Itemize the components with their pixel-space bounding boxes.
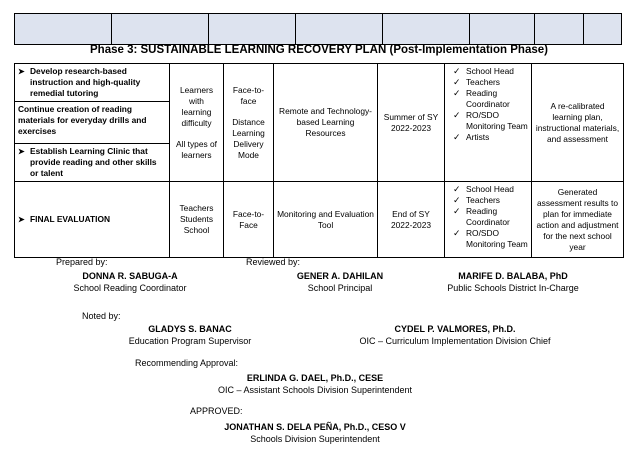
expected-output-cell: A re-calibrated learning plan, instructional materials, and assessment (532, 64, 624, 182)
checkmark-icon: ✓ (453, 88, 461, 98)
reviewer1-name: GENER A. DAHILAN (296, 271, 384, 281)
header-band-cell (535, 14, 584, 45)
checkmark-icon: ✓ (453, 195, 461, 205)
header-band-cell (470, 14, 535, 45)
list-item: ✓ School Head (453, 66, 514, 76)
header-band-cell (112, 14, 209, 45)
arrow-bullet-icon: ➤ (18, 67, 25, 76)
noted2-title: OIC – Curriculum Implementation Division Chief (359, 336, 551, 346)
list-item: ✓ School Head (453, 184, 514, 194)
time-frame-cell: Summer of SY 2022-2023 (378, 64, 445, 182)
list-item: ✓ RO/SDO Monitoring Team (453, 110, 528, 131)
modality-cell: Face-to-Face (224, 182, 274, 258)
checkmark-icon: ✓ (453, 66, 461, 76)
page-title: Phase 3: SUSTAINABLE LEARNING RECOVERY PLAN (Post-Implementation Phase) (90, 44, 548, 56)
checkmark-icon: ✓ (453, 206, 461, 216)
resources-cell: Remote and Technology-based Learning Resources (274, 64, 378, 182)
noted1-name: GLADYS S. BANAC (148, 324, 232, 334)
plan-table (14, 63, 624, 258)
recommending-name: ERLINDA G. DAEL, Ph.D., CESE (246, 373, 384, 383)
reviewer1-title: School Principal (307, 283, 373, 293)
time-frame-cell: End of SY 2022-2023 (378, 182, 445, 258)
modality-cell: Face-to-face Distance Learning Delivery Mode (224, 64, 274, 182)
responsible-cell (445, 64, 532, 182)
header-band-cell (383, 14, 470, 45)
header-band-cell (584, 14, 622, 45)
list-item: ✓ Teachers (453, 195, 500, 205)
target-cell: Learners with learning difficulty All types of learners (170, 64, 224, 182)
prepared-by-label: Prepared by: (56, 257, 108, 267)
expected-output-cell: Generated assessment results to plan for immediate action and adjustment for the next school year (532, 182, 624, 258)
checkmark-icon: ✓ (453, 110, 461, 120)
reviewed-by-label: Reviewed by: (246, 257, 301, 267)
recommending-approval-label: Recommending Approval: (135, 358, 239, 368)
checkmark-icon: ✓ (453, 184, 461, 194)
list-item: ✓ Artists (453, 132, 490, 142)
noted1-title: Education Program Supervisor (128, 336, 252, 346)
checkmark-icon: ✓ (453, 228, 461, 238)
list-item: ✓ Teachers (453, 77, 500, 87)
reviewer2-name: MARIFE D. BALABA, PhD (458, 271, 568, 281)
recommending-title: OIC – Assistant Schools Division Superintendent (217, 385, 413, 395)
arrow-bullet-icon: ➤ (18, 215, 25, 224)
preparer-title: School Reading Coordinator (73, 283, 187, 293)
activity-cell: ➤ FINAL EVALUATION (15, 182, 170, 258)
target-cell: Teachers Students School (170, 182, 224, 258)
noted2-name: CYDEL P. VALMORES, Ph.D. (394, 324, 516, 334)
checkmark-icon: ✓ (453, 132, 461, 142)
approved-name: JONATHAN S. DELA PEÑA, Ph.D., CESO V (224, 422, 406, 432)
header-band-cell (15, 14, 112, 45)
header-band-cell (209, 14, 296, 45)
reviewer2-title: Public Schools District In-Charge (447, 283, 579, 293)
approved-title: Schools Division Superintendent (250, 434, 380, 444)
resources-cell: Monitoring and Evaluation Tool (274, 182, 378, 258)
list-item: ✓ Reading Coordinator (453, 88, 510, 109)
noted-by-label: Noted by: (82, 311, 121, 321)
activity-cell: Continue creation of reading materials for everyday drills and exercises (15, 102, 170, 144)
header-band-table (14, 13, 622, 45)
responsible-cell (445, 182, 532, 258)
list-item: ✓ Reading Coordinator (453, 206, 510, 227)
activity-cell: ➤ Develop research-based instruction and high-quality remedial tutoring (15, 64, 170, 102)
approved-label: APPROVED: (190, 406, 243, 416)
preparer-name: DONNA R. SABUGA-A (82, 271, 178, 281)
arrow-bullet-icon: ➤ (18, 147, 25, 156)
activity-cell: ➤ Establish Learning Clinic that provide reading and other skills or talent (15, 144, 170, 182)
list-item: ✓ RO/SDO Monitoring Team (453, 228, 528, 249)
header-band-cell (296, 14, 383, 45)
checkmark-icon: ✓ (453, 77, 461, 87)
